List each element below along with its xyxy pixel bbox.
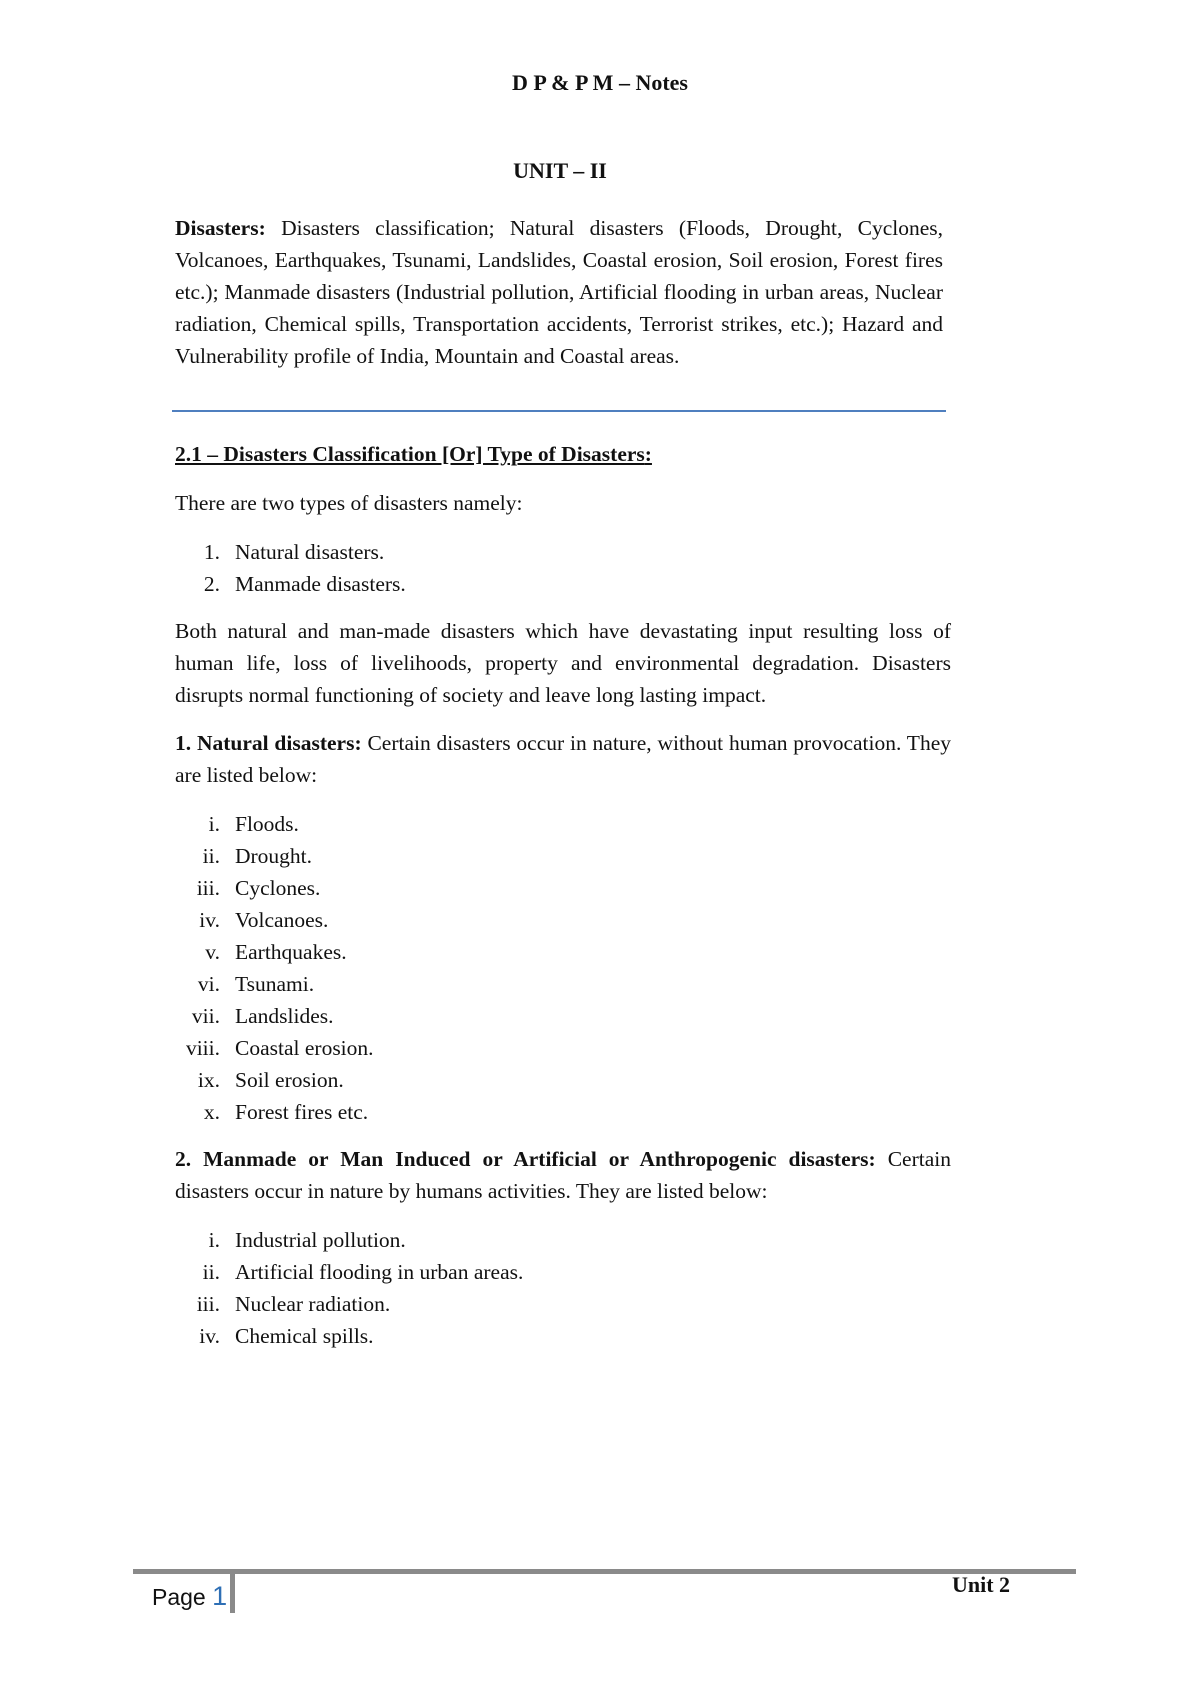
- section-divider: [172, 410, 946, 412]
- list-item-text: Chemical spills.: [235, 1324, 374, 1348]
- page-number: 1: [212, 1581, 228, 1611]
- natural-disasters-paragraph: [175, 727, 951, 791]
- footer-unit-label: Unit 2: [952, 1572, 1011, 1597]
- manmade-disasters-paragraph: [175, 1143, 951, 1207]
- list-item-text: Artificial flooding in urban areas.: [235, 1260, 524, 1284]
- page-label: Page: [152, 1584, 206, 1610]
- list-item-text: Landslides.: [235, 1004, 334, 1028]
- list-item-number: vii.: [191, 1004, 220, 1028]
- list-item-number: vi.: [197, 972, 220, 996]
- list-item-number: ix.: [197, 1068, 220, 1092]
- list-item-number: i.: [208, 812, 220, 836]
- list-item-text: Coastal erosion.: [235, 1036, 374, 1060]
- list-item-text: Soil erosion.: [235, 1068, 344, 1092]
- section-heading-text: 2.1 – Disasters Classification [Or] Type of Disasters: [175, 442, 645, 466]
- manmade-disasters-label: 2. Manmade or Man Induced or Artificial or Anthropogenic disasters:: [175, 1147, 876, 1171]
- list-item-number: x.: [203, 1100, 220, 1124]
- footer-separator: [230, 1573, 235, 1613]
- list-item-text: Natural disasters.: [235, 540, 385, 564]
- list-item-text: Nuclear radiation.: [235, 1292, 391, 1316]
- natural-disasters-text: Certain disasters occur in nature, without human provocation. They are listed below:: [175, 731, 951, 787]
- syllabus-paragraph: [175, 212, 943, 372]
- list-item-text: Drought.: [235, 844, 313, 868]
- list-item-number: v.: [205, 940, 220, 964]
- manmade-disasters-text: Certain disasters occur in nature by humans activities. They are listed below:: [175, 1147, 952, 1203]
- list-item-number: viii.: [185, 1036, 220, 1060]
- unit-title: UNIT – II: [513, 158, 607, 183]
- natural-disasters-label: 1. Natural disasters:: [175, 731, 362, 755]
- list-item-number: ii.: [202, 844, 220, 868]
- list-item-number: 2.: [203, 572, 220, 596]
- list-item-text: Cyclones.: [235, 876, 321, 900]
- list-item-text: Floods.: [235, 812, 299, 836]
- list-item-text: Volcanoes.: [235, 908, 329, 932]
- list-item-number: iv.: [199, 908, 220, 932]
- types-intro: There are two types of disasters namely:: [175, 491, 523, 515]
- list-item-text: Earthquakes.: [235, 940, 347, 964]
- syllabus-text: Disasters classification; Natural disasters (Floods, Drought, Cyclones, Volcanoes, Earthquakes, Tsunami, Landslides, Coastal erosion, Soil erosion, Forest fires etc.); Manmade disasters (Industrial pollution, Artificial flooding in urban areas, Nuclear radiation, Chemical spills, Transportation accidents, Terrorist strikes, etc.); Hazard and Vulnerability profile of India, Mountain and Coastal areas.: [175, 216, 944, 368]
- list-item-text: Industrial pollution.: [235, 1228, 406, 1252]
- list-item-text: Forest fires etc.: [235, 1100, 369, 1124]
- document-header: D P & P M – Notes: [512, 70, 688, 95]
- syllabus-label: Disasters:: [175, 216, 266, 240]
- footer-rule: [133, 1569, 1076, 1574]
- page-indicator: [152, 1581, 227, 1612]
- list-item-number: ii.: [202, 1260, 220, 1284]
- list-item-text: Manmade disasters.: [235, 572, 406, 596]
- impact-paragraph: Both natural and man-made disasters which have devastating input resulting loss of human life, loss of livelihoods, property and environmental degradation. Disasters disrupts normal functioning of society and leave long lasting impact.: [175, 619, 951, 707]
- list-item-number: iii.: [196, 1292, 220, 1316]
- list-item-number: i.: [208, 1228, 220, 1252]
- list-item-number: iii.: [196, 876, 220, 900]
- section-heading: [175, 442, 652, 467]
- section-heading-colon: :: [644, 442, 652, 466]
- list-item-number: iv.: [199, 1324, 220, 1348]
- list-item-text: Tsunami.: [235, 972, 315, 996]
- list-item-number: 1.: [203, 540, 220, 564]
